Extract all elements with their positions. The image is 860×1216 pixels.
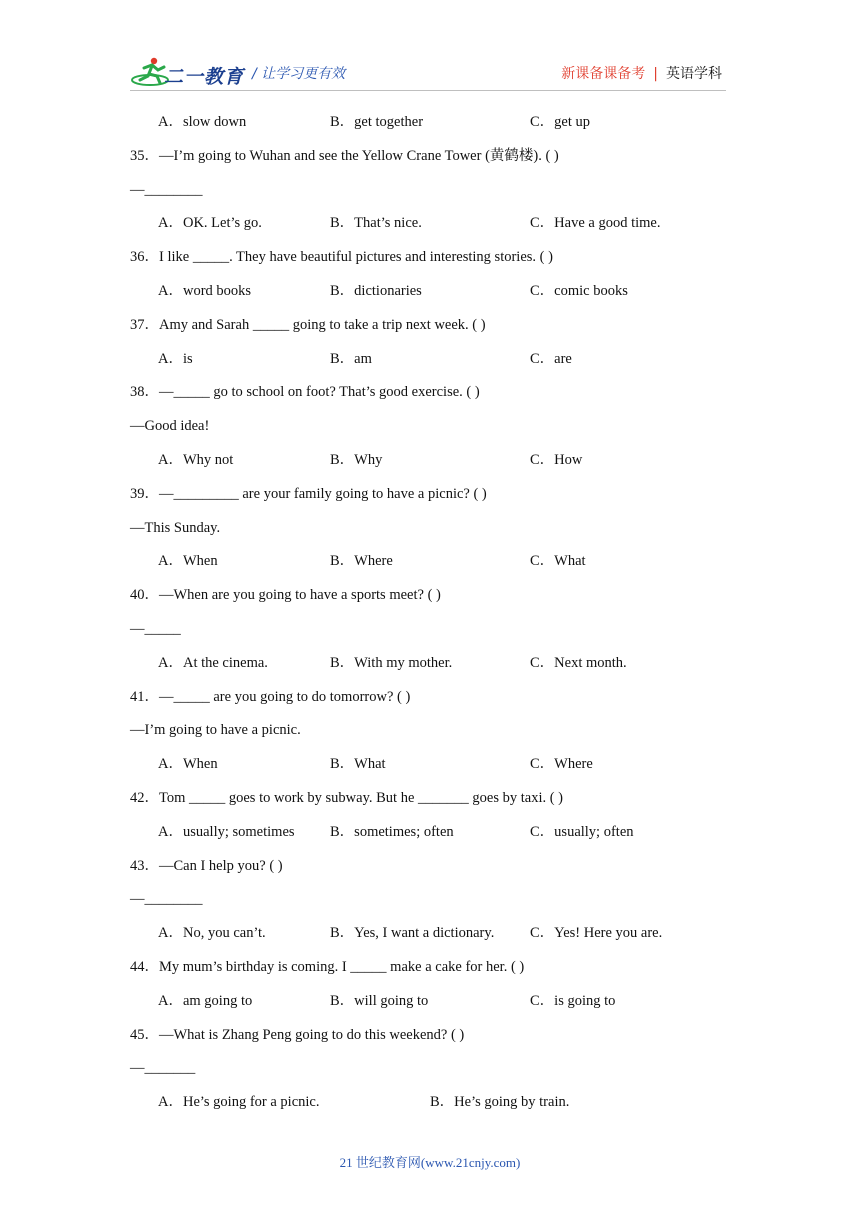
option-b: B．Yes, I want a dictionary. <box>330 925 495 942</box>
question-text: 35．—I’m going to Wuhan and see the Yellow Crane Tower (黄鹤楼). ( ) <box>130 147 559 164</box>
question-text: 38．—_____ go to school on foot? That’s good exercise. ( ) <box>130 384 480 401</box>
option-a: A．Why not <box>158 451 234 468</box>
option-b: B．What <box>330 756 386 773</box>
question-text: 39．—_________ are your family going to have a picnic? ( ) <box>130 485 487 502</box>
header-separator: | <box>653 66 658 82</box>
option-a: A．At the cinema. <box>158 654 268 671</box>
question-text: 45．—What is Zhang Peng going to do this weekend? ( ) <box>130 1026 465 1043</box>
question-text: 42．Tom _____ goes to work by subway. But he _______ goes by taxi. ( ) <box>130 789 564 806</box>
option-a: A．When <box>158 756 218 773</box>
dialogue-line: —________ <box>130 891 203 908</box>
option-b: B．That’s nice. <box>330 215 422 232</box>
option-c: C．is going to <box>530 992 616 1009</box>
option-a: A．When <box>158 553 218 570</box>
question-text: 43．—Can I help you? ( ) <box>130 857 283 874</box>
question-list <box>130 106 730 1120</box>
option-a: A．He’s going for a picnic. <box>158 1094 320 1111</box>
answer-options <box>130 985 730 1019</box>
answer-options <box>130 106 730 140</box>
answer-options <box>130 917 730 951</box>
header-subject-name: 英语学科 <box>666 66 722 82</box>
option-a: A．slow down <box>158 114 247 130</box>
question-text: 36．I like _____. They have beautiful pictures and interesting stories. ( ) <box>130 249 553 266</box>
dialogue-line: —_____ <box>130 620 181 637</box>
answer-options <box>130 1086 730 1120</box>
option-c: C．comic books <box>530 282 628 299</box>
question-text: 40．—When are you going to have a sports meet? ( ) <box>130 587 441 604</box>
option-c: C．Yes! Here you are. <box>530 925 663 942</box>
option-a: A．am going to <box>158 992 253 1009</box>
header-subject <box>561 63 722 83</box>
option-a: A．is <box>158 350 193 367</box>
option-b: B．get together <box>330 114 424 130</box>
option-b: B．dictionaries <box>330 282 422 299</box>
answer-options <box>130 748 730 782</box>
option-a: A．word books <box>158 282 252 299</box>
dialogue-line: —_______ <box>130 1060 196 1077</box>
option-b: B．With my mother. <box>330 654 453 671</box>
answer-options <box>130 647 730 681</box>
option-a: A．No, you can’t. <box>158 925 266 942</box>
answer-options <box>130 343 730 377</box>
question-text: 37．Amy and Sarah _____ going to take a trip next week. ( ) <box>130 316 486 333</box>
logo-text: 二一教育 <box>164 66 245 88</box>
option-c: C．usually; often <box>530 823 634 840</box>
dialogue-line: —Good idea! <box>130 418 210 435</box>
option-c: C．What <box>530 553 586 570</box>
answer-options <box>130 545 730 579</box>
option-b: B．Where <box>330 553 393 570</box>
option-c: C．Have a good time. <box>530 215 661 232</box>
option-a: A．usually; sometimes <box>158 823 295 840</box>
header-slogan: / 让学习更有效 <box>252 66 346 82</box>
option-b: B．sometimes; often <box>330 823 454 840</box>
option-b: B．will going to <box>330 992 429 1009</box>
option-a: A．OK. Let’s go. <box>158 215 262 232</box>
page-header <box>130 54 730 94</box>
answer-options <box>130 207 730 241</box>
option-c: C．Where <box>530 756 593 773</box>
header-divider <box>130 90 726 91</box>
dialogue-line: —________ <box>130 181 203 198</box>
option-b: B．Why <box>330 451 383 468</box>
dialogue-line: —This Sunday. <box>130 519 221 536</box>
page-footer: 21 世纪教育网(www.21cnjy.com) <box>339 1155 521 1170</box>
dialogue-line: —I’m going to have a picnic. <box>130 722 301 739</box>
option-b: B．am <box>330 350 372 367</box>
option-c: C．get up <box>530 114 591 130</box>
option-b: B．He’s going by train. <box>430 1094 570 1111</box>
question-text: 41．—_____ are you going to do tomorrow? ( ) <box>130 688 411 705</box>
answer-options <box>130 275 730 309</box>
answer-options <box>130 444 730 478</box>
option-c: C．are <box>530 350 572 367</box>
answer-options <box>130 816 730 850</box>
header-course: 新课备课备考 <box>561 66 646 82</box>
question-text: 44．My mum’s birthday is coming. I _____ make a cake for her. ( ) <box>130 958 525 975</box>
option-c: C．Next month. <box>530 654 627 671</box>
option-c: C．How <box>530 451 583 468</box>
